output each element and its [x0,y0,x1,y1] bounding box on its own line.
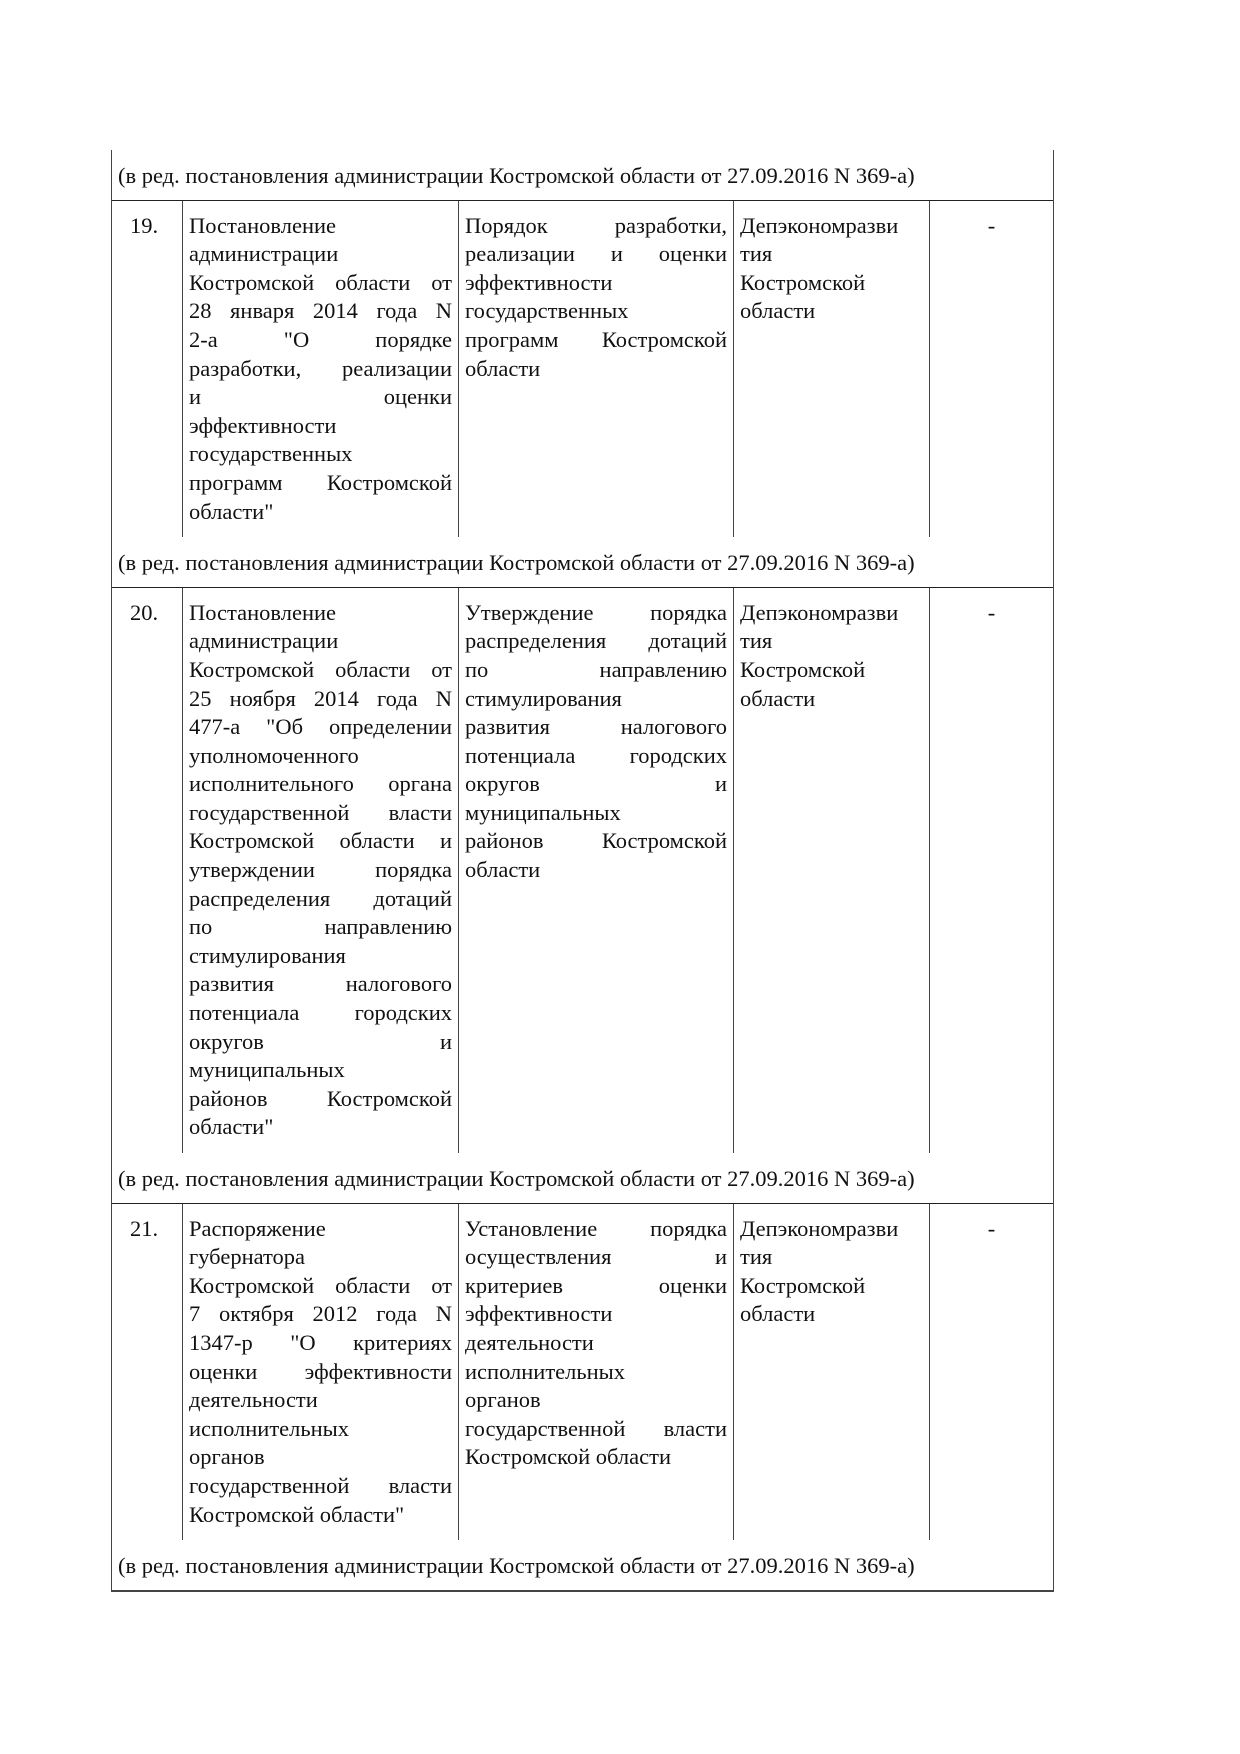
text-line: Костромской области и [189,828,452,854]
text-line: стимулирования [465,685,622,711]
text-line: по направлению [465,656,727,682]
text-line: округов и [465,771,727,797]
text-line: государственной власти [189,799,452,825]
amendment-note: (в ред. постановления администрации Костромской области от 27.09.2016 N 369-а) [112,150,1053,201]
text-line: утверждении порядка [189,857,452,883]
text-line: государственных [189,441,353,467]
text-line: потенциала городских [465,742,727,768]
text-line: губернатора [189,1244,306,1270]
amendment-note: (в ред. постановления администрации Костромской области от 27.09.2016 N 369-а) [112,1153,1053,1204]
text-line: Костромской [740,1272,866,1298]
extra-cell: - [987,212,996,238]
text-line: стимулирования [189,942,346,968]
legal-act-cell [183,588,459,1153]
text-line: государственных [465,298,629,324]
text-line: тия [740,628,773,654]
text-line: эффективности [189,412,337,438]
text-line: исполнительных [465,1358,626,1384]
text-line: деятельности [465,1329,594,1355]
amendment-note: (в ред. постановления администрации Костромской области от 27.09.2016 N 369-а) [112,537,1053,588]
row-number: 21. [112,1204,183,1541]
text-line: программ Костромской [465,326,727,352]
table-body [112,201,1053,1590]
text-line: области [740,685,816,711]
row-number: 20. [112,588,183,1153]
text-line: органов [189,1444,265,1470]
legal-act-cell [183,201,459,538]
text-line: по направлению [189,914,452,940]
text-line: Костромской области от [189,656,452,682]
text-line: исполнительных [189,1415,350,1441]
text-line: районов Костромской [465,828,727,854]
table-row [112,1204,1053,1541]
text-line: районов Костромской [189,1085,452,1111]
responsible-department-cell [734,588,930,1153]
text-line: Постановление [189,599,337,625]
text-line: потенциала городских [189,1000,452,1026]
text-line: распределения дотаций [465,628,727,654]
text-line: государственной власти [189,1472,452,1498]
text-line: 477-а "Об определении [189,714,452,740]
text-line: разработки, реализации [189,355,452,381]
text-line: осуществления и [465,1244,727,1270]
text-line: тия [740,1244,773,1270]
text-line: 1347-р "О критериях [189,1329,452,1355]
text-line: оценки эффективности [189,1358,452,1384]
legal-acts-table [111,150,1054,1592]
text-line: округов и [189,1028,452,1054]
text-line: муниципальных [465,799,621,825]
text-line: области" [189,1114,274,1140]
table-row [112,201,1053,538]
text-line: и оценки [189,384,452,410]
text-line: эффективности [465,1301,613,1327]
text-line: Депэкономразви [740,1215,899,1241]
responsible-department-cell [734,201,930,538]
text-line: Костромской области от [189,1272,452,1298]
text-line: Установление порядка [465,1215,727,1241]
text-line: критериев оценки [465,1272,727,1298]
text-line: Костромской области от [189,269,452,295]
text-line: уполномоченного [189,742,359,768]
text-line: Костромской области" [189,1501,405,1527]
text-line: Порядок разработки, [465,212,727,238]
row-number: 19. [112,201,183,538]
text-line: области [465,355,541,381]
regulation-subject-cell [459,1204,734,1541]
text-line: 2-а "О порядке [189,326,452,352]
text-line: муниципальных [189,1057,345,1083]
text-line: администрации [189,628,339,654]
text-line: развития налогового [465,714,727,740]
text-line: органов [465,1387,541,1413]
text-line: 28 января 2014 года N [189,298,452,324]
legal-act-cell [183,1204,459,1541]
responsible-department-cell [734,1204,930,1541]
text-line: тия [740,241,773,267]
text-line: деятельности [189,1387,318,1413]
text-line: Депэкономразви [740,599,899,625]
text-line: Костромской [740,656,866,682]
text-line: развития налогового [189,971,452,997]
text-line: Распоряжение [189,1215,326,1241]
text-line: программ Костромской [189,469,452,495]
text-line: эффективности [465,269,613,295]
text-line: 25 ноября 2014 года N [189,685,452,711]
text-line: области [740,1301,816,1327]
text-line: распределения дотаций [189,885,452,911]
text-line: 7 октября 2012 года N [189,1301,452,1327]
text-line: государственной власти [465,1415,727,1441]
text-line: области" [189,498,274,524]
text-line: администрации [189,241,339,267]
regulation-subject-cell [459,201,734,538]
extra-cell: - [987,1215,996,1241]
text-line: Утверждение порядка [465,599,727,625]
regulation-subject-cell [459,588,734,1153]
text-line: области [740,298,816,324]
amendment-note: (в ред. постановления администрации Костромской области от 27.09.2016 N 369-а) [118,1553,915,1579]
text-line: Костромской [740,269,866,295]
extra-cell: - [987,599,996,625]
table-row [112,588,1053,1153]
text-line: области [465,857,541,883]
text-line: Постановление [189,212,337,238]
text-line: реализации и оценки [465,241,727,267]
text-line: Депэкономразви [740,212,899,238]
text-line: исполнительного органа [189,771,452,797]
text-line: Костромской области [465,1444,672,1470]
